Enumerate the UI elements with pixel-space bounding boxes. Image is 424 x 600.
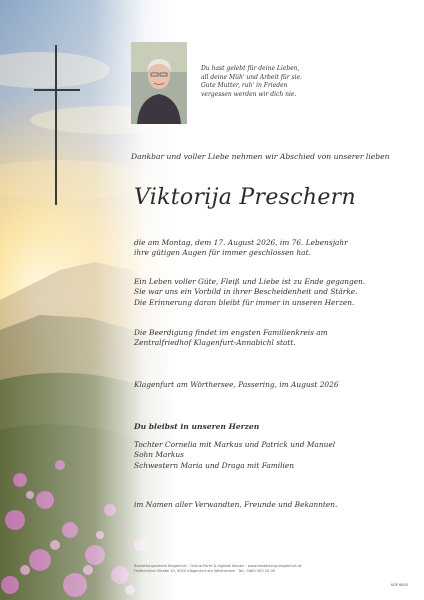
footer-info bbox=[134, 564, 302, 574]
deceased-name: Viktorija Preschern bbox=[134, 185, 356, 210]
cross-symbol bbox=[34, 45, 80, 205]
poem-line: Gute Mutter, ruh' in Frieden bbox=[201, 82, 288, 90]
family-list bbox=[134, 440, 335, 471]
poem-line: vergessen werden wir dich nie. bbox=[201, 90, 297, 98]
closing-text: im Namen aller Verwandten, Freunde und Bekannten. bbox=[134, 500, 338, 509]
portrait-photo bbox=[131, 42, 187, 124]
poem-line: all deine Müh' und Arbeit für sie. bbox=[201, 73, 303, 81]
family-line: Tochter Cornelia mit Markus und Patrick und Manuel bbox=[134, 440, 336, 449]
tribute-line: Sie war uns ein Vorbild in ihrer Bescheidenheit und Stärke. bbox=[134, 287, 358, 297]
footer-line: Bestattungsverein Klagenfurt · Online-Parte & digitale Kerzen · www.bestattung-klagenfurt.at bbox=[134, 564, 302, 568]
burial-line: Die Beerdigung findet im engsten Familienkreis am bbox=[134, 328, 328, 337]
family-line: Schwestern Maria und Draga mit Familien bbox=[134, 460, 294, 470]
death-notice-line: die am Montag, dem 17. August 2026, im 76. Lebensjahr bbox=[134, 238, 348, 247]
tribute-line: Ein Leben voller Güte, Fleiß und Liebe ist zu Ende gegangen. bbox=[134, 277, 366, 286]
tribute-text bbox=[134, 277, 365, 308]
death-notice-line: ihre gütigen Augen für immer geschlossen hat. bbox=[134, 248, 311, 258]
intro-text: Dankbar und voller Liebe nehmen wir Abschied von unserer lieben bbox=[131, 152, 390, 161]
burial-info bbox=[134, 328, 328, 349]
footer-line: Feldkirchner Straße 10, 9020 Klagenfurt am Wörthersee · Tel.: 0463 500 20 00 bbox=[134, 569, 276, 573]
tribute-line: Die Erinnerung daran bleibt für immer in unseren Herzen. bbox=[134, 297, 355, 307]
family-line: Sohn Markus bbox=[134, 450, 184, 460]
burial-line: Zentralfriedhof Klagenfurt-Annabichl statt. bbox=[134, 338, 296, 348]
memorial-poem bbox=[201, 65, 341, 99]
poem-line: Du hast gelebt für deine Lieben, bbox=[201, 65, 300, 72]
document-code: KSP 6845 bbox=[391, 583, 409, 587]
heart-heading: Du bleibst in unseren Herzen bbox=[134, 422, 260, 431]
death-notice bbox=[134, 238, 348, 259]
place-date: Klagenfurt am Wörthersee, Passering, im August 2026 bbox=[134, 380, 339, 389]
